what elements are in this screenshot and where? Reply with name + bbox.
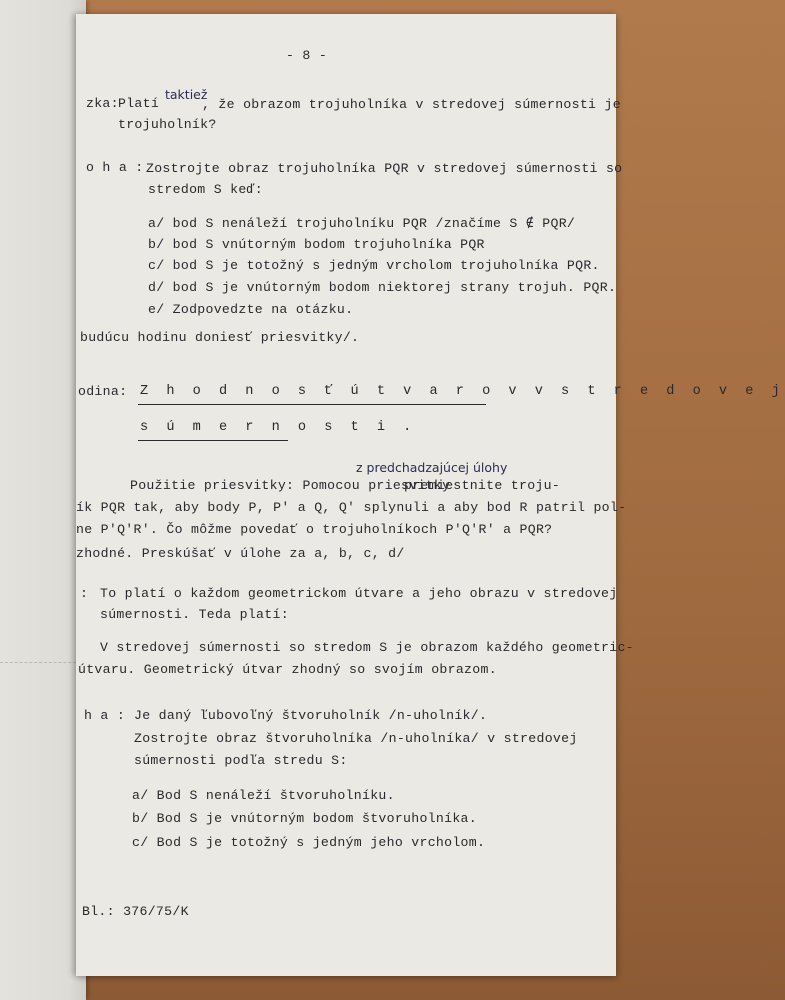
task2-line3: súmernosti podľa stredu S:	[134, 753, 348, 768]
rule-line1: V stredovej súmernosti so stredom S je obrazom každého geometric-	[100, 640, 634, 655]
lesson-title-underline1	[138, 404, 486, 405]
body-line3: ne P'Q'R'. Čo môžme povedať o trojuholníkoch P'Q'R' a PQR?	[76, 522, 553, 537]
footer-code: Bl.: 376/75/K	[82, 904, 189, 919]
task2-item-b: b/ Bod S je vnútorným bodom štvoruholníka.	[132, 811, 477, 826]
body-line1-start: Použitie priesvitky: Pomocou priesvitky	[130, 478, 451, 493]
task1-label: o h a :	[86, 160, 144, 175]
conclusion-label: :	[80, 586, 89, 601]
conclusion-line2: súmernosti. Teda platí:	[100, 607, 289, 622]
task2-item-a: a/ Bod S nenáleží štvoruholníku.	[132, 788, 395, 803]
task2-line2: Zostrojte obraz štvoruholníka /n-uholníka/ v stredovej	[134, 731, 578, 746]
question-line2: trojuholník?	[118, 117, 217, 132]
body-line1-end: premiestnite troju-	[404, 478, 561, 493]
conclusion-line1: To platí o každom geometrickom útvare a jeho obrazu v stredovej	[100, 586, 618, 601]
task1-item-c: c/ bod S je totožný s jedným vrcholom trojuholníka PQR.	[148, 258, 600, 273]
handwritten-predchadzajucej: z predchadzajúcej úlohy	[356, 460, 508, 475]
underlying-page	[0, 0, 89, 1000]
question-line1-start: Platí	[118, 96, 160, 111]
lesson-title-underline2	[138, 440, 288, 441]
body-line4: zhodné. Preskúšať v úlohe za a, b, c, d/	[76, 546, 405, 561]
task1-item-b: b/ bod S vnútorným bodom trojuholníka PQR	[148, 237, 485, 252]
lesson-title-line1: Z h o d n o s ť ú t v a r o v v s t r e d o v e j	[140, 384, 785, 399]
question-label: zka:	[86, 96, 119, 111]
task2-label: h a :	[84, 708, 126, 723]
rule-line2: útvaru. Geometrický útvar zhodný so svojím obrazom.	[78, 662, 497, 677]
handwritten-taktiez: taktiež	[165, 87, 208, 102]
homework-note: budúcu hodinu doniesť priesvitky/.	[80, 330, 360, 345]
page-number: - 8 -	[286, 48, 328, 63]
task2-item-c: c/ Bod S je totožný s jedným jeho vrcholom.	[132, 835, 486, 850]
lesson-label: odina:	[78, 384, 128, 399]
page-fold-crease	[0, 662, 86, 663]
task2-line1: Je daný ľubovoľný štvoruholník /n-uholník/.	[134, 708, 488, 723]
task1-item-d: d/ bod S je vnútorným bodom niektorej strany trojuh. PQR.	[148, 280, 617, 295]
body-line2: ík PQR tak, aby body P, P' a Q, Q' splynuli a aby bod R patril pol-	[76, 500, 627, 515]
task1-item-e: e/ Zodpovedzte na otázku.	[148, 302, 354, 317]
task1-intro-line1: Zostrojte obraz trojuholníka PQR v stredovej súmernosti so	[146, 161, 623, 176]
lesson-title-line2: s ú m e r n o s t i .	[140, 420, 417, 435]
task1-intro-line2: stredom S keď:	[148, 182, 263, 197]
typed-page	[76, 14, 785, 976]
question-line1-end: , že obrazom trojuholníka v stredovej súmernosti je	[202, 97, 621, 112]
task1-item-a: a/ bod S nenáleží trojuholníku PQR /značíme S ∉ PQR/	[148, 216, 576, 231]
